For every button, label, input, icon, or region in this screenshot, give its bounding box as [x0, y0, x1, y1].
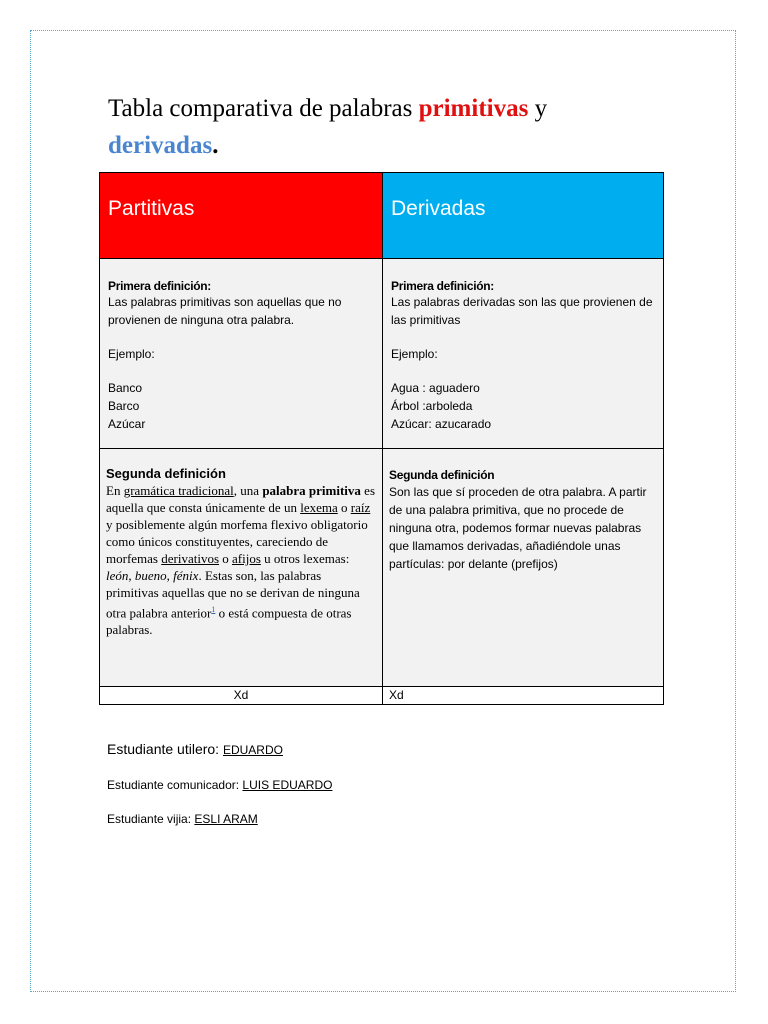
link-afijos[interactable]: afijos: [232, 551, 261, 566]
student-label: Estudiante comunicador:: [107, 778, 243, 792]
table-row: [100, 449, 664, 687]
link-gramatica[interactable]: gramática tradicional: [123, 483, 234, 498]
example-item: Banco: [108, 381, 143, 395]
example-label: Ejemplo:: [108, 347, 155, 361]
title-primitivas: primitivas: [418, 95, 529, 122]
link-raiz[interactable]: raíz: [350, 500, 371, 515]
title-prefix: Tabla comparativa de palabras: [108, 95, 419, 122]
example-item: Árbol :arboleda: [391, 399, 473, 413]
example-item: Barco: [108, 399, 140, 413]
example-item: Agua : aguadero: [391, 381, 480, 395]
def1-label: Primera definición:: [108, 279, 211, 293]
header-partitivas: Partitivas: [100, 173, 383, 259]
student-name: LUIS EDUARDO: [242, 778, 333, 792]
footnote-link[interactable]: 1: [211, 605, 216, 614]
def2-text: En gramática tradicional, una palabra primitiva es aquella que consta únicamente de un lexema o raíz y posiblemente algún morfema flexivo obligatorio como únicos constituyentes, careciendo de morfemas derivativos o afijos u otros lexemas: león, bueno, fénix. Estas son, las palabras primitivas aquellas que no se derivan de ninguna otra palabra anterior$^1$ o está compuesta de otras palabras.: [106, 483, 376, 638]
students-list: [107, 740, 332, 827]
comparison-table: [99, 172, 664, 705]
student-line: [107, 811, 332, 827]
title-dot: .: [212, 132, 219, 159]
def1-text: Las palabras primitivas son aquellas que no provienen de ninguna otra palabra.: [108, 295, 342, 327]
example-item: Azúcar: [108, 417, 146, 431]
def2-label: Segunda definición: [106, 466, 226, 481]
cell-xd-right: Xd: [383, 687, 664, 705]
title-derivadas: derivadas: [108, 132, 213, 159]
student-label: Estudiante vijia:: [107, 812, 195, 826]
example-label: Ejemplo:: [391, 347, 438, 361]
def2-text: Son las que sí proceden de otra palabra. A partir de una palabra primitiva, que no procede de ninguna otra, podemos formar nuevas palabras que llamamos derivadas, añadiéndole unas partículas: por delante (prefijos): [389, 485, 647, 571]
def2-label: Segunda definición: [389, 468, 495, 482]
cell-xd-left: Xd: [100, 687, 383, 705]
table-header-row: [100, 173, 664, 259]
title-conj: y: [528, 95, 548, 122]
student-name: ESLI ARAM: [194, 812, 258, 826]
cell-primitivas-def2: [100, 449, 383, 687]
table-row: [100, 687, 664, 705]
example-item: Azúcar: azucarado: [391, 417, 492, 431]
student-line: [107, 777, 332, 793]
student-label: Estudiante utilero:: [107, 741, 223, 757]
cell-primitivas-def1: [100, 259, 383, 449]
link-lexema[interactable]: lexema: [300, 500, 338, 515]
student-name: EDUARDO: [222, 743, 283, 757]
header-derivadas: Derivadas: [383, 173, 664, 259]
def1-text: Las palabras derivadas son las que provienen de las primitivas: [391, 295, 653, 327]
student-line: [107, 740, 332, 759]
cell-derivadas-def1: [383, 259, 664, 449]
table-row: [100, 259, 664, 449]
def1-label: Primera definición:: [391, 279, 494, 293]
document-title: [108, 90, 668, 164]
link-derivativos[interactable]: derivativos: [161, 551, 219, 566]
cell-derivadas-def2: [383, 449, 664, 687]
